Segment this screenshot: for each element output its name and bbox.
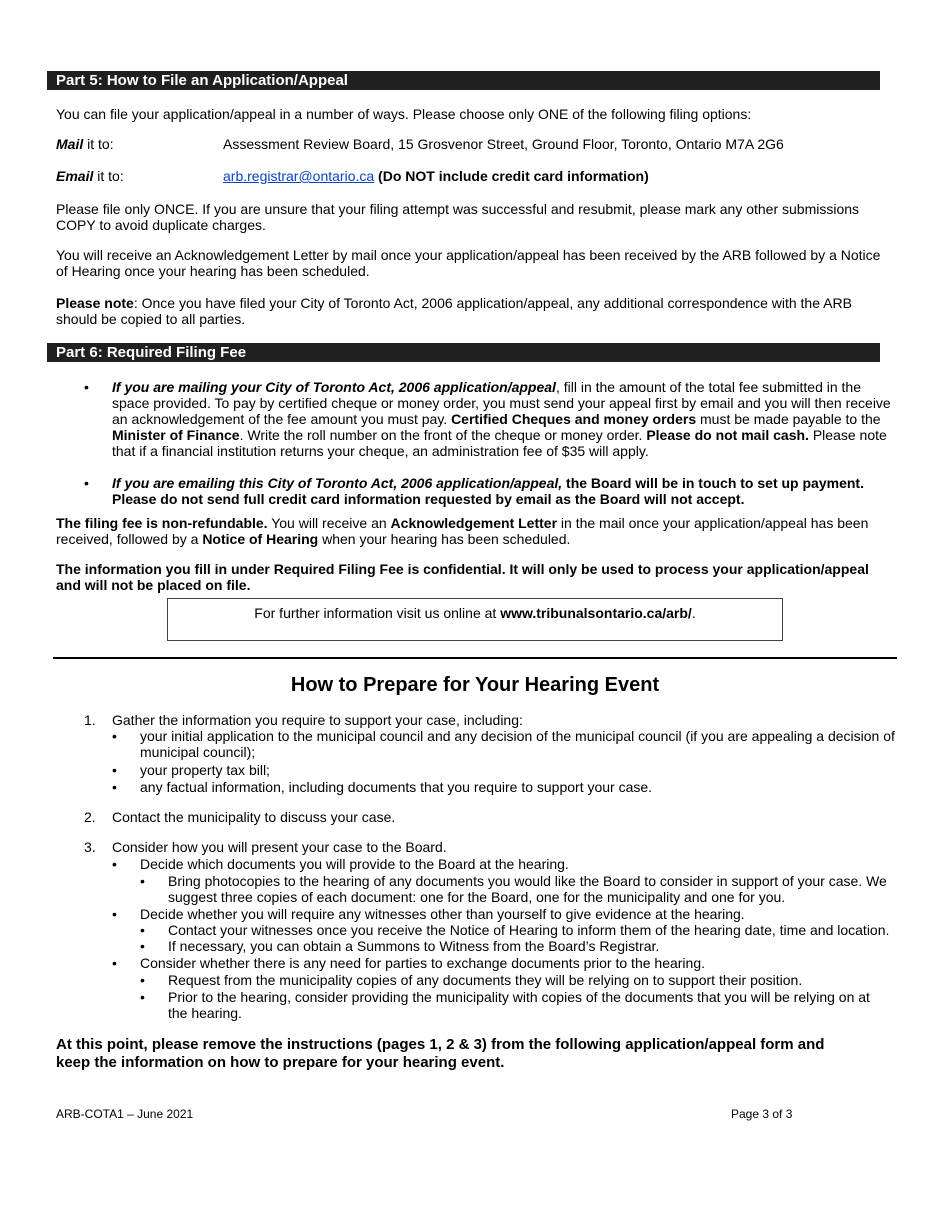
please-note-text: Please note: Once you have filed your City of Toronto Act, 2006 application/appeal, any additional correspondence with the ARB should be copied to all parties. (56, 295, 852, 327)
fee-nonrefundable-text: The filing fee is non-refundable. You will receive an Acknowledgement Letter in the mail once your application/appeal has been received, followed by a Notice of Hearing when your hearing has been scheduled. (56, 515, 869, 547)
page-number: Page 3 of 3 (731, 1107, 793, 1121)
info-box: For further information visit us online at www.tribunalsontario.ca/arb/. (167, 598, 783, 641)
email-label: Email it to: (56, 168, 124, 184)
part6-header: Part 6: Required Filing Fee (47, 343, 880, 362)
email-row (223, 168, 649, 184)
step-number-1: 1. (84, 712, 96, 728)
step-1-text: Gather the information you require to support your case, including: (112, 712, 523, 728)
step-3-sub-bullet-b1: • Contact your witnesses once you receive the Notice of Hearing to inform them of the hearing date, time and location. (168, 922, 893, 938)
step-2-text: Contact the municipality to discuss your case. (112, 809, 396, 825)
acknowledgement-text: You will receive an Acknowledgement Letter by mail once your application/appeal has been received by the ARB followed by a Notice of Hearing once your hearing has been scheduled. (56, 247, 881, 279)
remove-instructions-note: At this point, please remove the instructions (pages 1, 2 & 3) from the following application/appeal form and keep the information on how to prepare for your hearing event. (56, 1036, 825, 1071)
step-number-2: 2. (84, 809, 96, 825)
part5-intro: You can file your application/appeal in a number of ways. Please choose only ONE of the following filing options: (56, 106, 752, 122)
step-3-text: Consider how you will present your case to the Board. (112, 839, 447, 855)
email-link[interactable]: arb.registrar@ontario.ca (223, 168, 375, 184)
step-3-sub-bullet-c1: • Request from the municipality copies of any documents they will be relying on to support their position. (168, 972, 893, 988)
step-3-sub-bullet-a1: • Bring photocopies to the hearing of any documents you would like the Board to consider in support of your case. We suggest three copies of each document: one for the Board, one for the municipality and one for you. (168, 873, 893, 905)
info-url: www.tribunalsontario.ca/arb/ (500, 605, 692, 621)
mailing-fee-bullet: • If you are mailing your City of Toronto Act, 2006 application/appeal, fill in the amount of the total fee submitted in the space provided. To pay by certified cheque or money order, you must send your appeal first by email and you will then receive an acknowledgement of the fee amount you must pay. Certified Cheques and money orders must be made payable to the Minister of Finance. Write the roll number on the front of the cheque or money order. Please do not mail cash. Please note that if a financial institution returns your cheque, an administration fee of $35 will apply. (112, 379, 898, 459)
mail-label: Mail it to: (56, 136, 114, 152)
email-warning: (Do NOT include credit card information) (374, 168, 649, 184)
section-divider (53, 657, 897, 659)
emailing-fee-bullet: • If you are emailing this City of Toronto Act, 2006 application/appeal, the Board will be in touch to set up payment. Please do not send full credit card information requested by email as the Board will not accept. (112, 475, 882, 507)
step-3-sub-bullet-b2: • If necessary, you can obtain a Summons to Witness from the Board’s Registrar. (168, 938, 893, 954)
step-3-sub-bullet-c2: • Prior to the hearing, consider providing the municipality with copies of the documents that you will be relying on at the hearing. (168, 989, 893, 1021)
prepare-title: How to Prepare for Your Hearing Event (290, 674, 660, 696)
step-3-bullet-b: • Decide whether you will require any witnesses other than yourself to give evidence at the hearing. (140, 906, 895, 922)
step-number-3: 3. (84, 839, 96, 855)
step-1-bullet-c: • any factual information, including documents that you require to support your case. (140, 779, 895, 795)
mail-address: Assessment Review Board, 15 Grosvenor Street, Ground Floor, Toronto, Ontario M7A 2G6 (223, 136, 784, 152)
step-3-bullet-a: • Decide which documents you will provide to the Board at the hearing. (140, 856, 895, 872)
file-once-text: Please file only ONCE. If you are unsure that your filing attempt was successful and resubmit, please mark any other submissions COPY to avoid duplicate charges. (56, 201, 860, 233)
step-1-bullet-b: • your property tax bill; (140, 762, 895, 778)
confidential-text: The information you fill in under Required Filing Fee is confidential. It will only be used to process your application/appeal and will not be placed on file. (56, 561, 869, 593)
part5-header: Part 5: How to File an Application/Appeal (47, 71, 880, 90)
step-1-bullet-a: • your initial application to the municipal council and any decision of the municipal council (if you are appealing a decision of municipal council); (140, 728, 895, 760)
step-3-bullet-c: • Consider whether there is any need for parties to exchange documents prior to the hearing. (140, 955, 895, 971)
form-id: ARB-COTA1 – June 2021 (56, 1107, 194, 1121)
